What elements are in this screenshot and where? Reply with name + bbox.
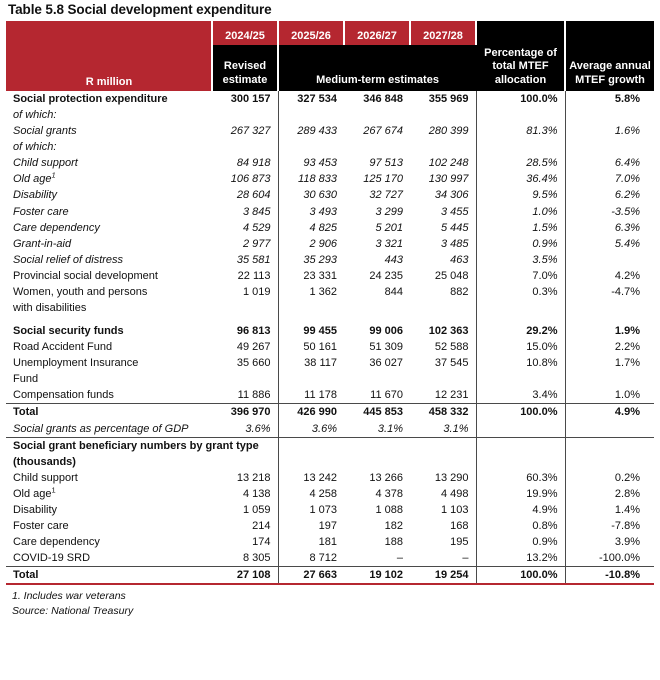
cell-average-annual-mtef-growth: -4.7% [565, 284, 654, 300]
table-row [6, 268, 654, 284]
cell-2027-28: 458 332 [410, 404, 476, 421]
cell-2025-26: 3.6% [278, 421, 344, 438]
cell-2027-28: 25 048 [434, 269, 469, 282]
cell-2026-27: 3.1% [344, 421, 410, 438]
header-year-2025-26: 2025/26 [278, 21, 344, 45]
table-row [6, 339, 654, 355]
row-label: COVID-19 SRD [13, 552, 91, 565]
table-row [6, 220, 654, 236]
cell-2026-27: 99 006 [369, 325, 403, 338]
cell-2027-28 [410, 300, 476, 316]
cell-2025-26 [278, 454, 344, 470]
row-label: (thousands) [13, 455, 76, 468]
section-heading-beneficiary-numbers [6, 437, 654, 454]
cell-average-annual-mtef-growth: 4.9% [565, 404, 654, 421]
cell-2025-26 [278, 139, 344, 155]
spacer-cell [344, 316, 410, 323]
cell-average-annual-mtef-growth: 5.4% [565, 236, 654, 252]
row-label: Foster care [13, 520, 69, 533]
total-row-expenditure [6, 404, 654, 421]
cell-average-annual-mtef-growth: -10.8% [565, 567, 654, 585]
table-row [6, 355, 654, 371]
spacer-cell [565, 316, 654, 323]
cell-2024-25: 28 604 [236, 189, 271, 202]
cell-percentage-of-total-mtef-allocation: 9.5% [476, 187, 565, 203]
spacer-cell [212, 316, 278, 323]
cell-2027-28 [410, 454, 476, 470]
header-average-annual-mtef-growth: Average annual MTEF growth [565, 21, 654, 91]
cell-average-annual-mtef-growth: 1.0% [565, 387, 654, 404]
cell-average-annual-mtef-growth: 3.9% [565, 534, 654, 550]
cell-2026-27 [344, 371, 410, 387]
cell-2025-26 [278, 437, 344, 454]
cell-2024-25: 35 660 [236, 357, 271, 370]
cell-2025-26: 327 534 [278, 91, 344, 107]
cell-2027-28: 463 [450, 253, 469, 266]
row-label: Unemployment Insurance [13, 357, 139, 370]
row-label: of which: [13, 109, 57, 122]
cell-average-annual-mtef-growth [565, 107, 654, 123]
cell-2027-28: 1 103 [440, 503, 469, 516]
cell-2027-28: 355 969 [428, 93, 469, 105]
cell-percentage-of-total-mtef-allocation: 15.0% [476, 339, 565, 355]
cell-2027-28: 168 [450, 520, 469, 533]
cell-2027-28: 130 997 [428, 173, 469, 186]
header-year-2024-25: 2024/25 [212, 21, 278, 45]
cell-2024-25: 49 267 [236, 341, 271, 354]
table-row [6, 502, 654, 518]
cell-2024-25: 174 [252, 536, 271, 549]
row-label: Social grants as percentage of GDP [6, 421, 212, 438]
cell-2026-27: 19 102 [344, 567, 410, 585]
row-label: Disability [13, 189, 58, 202]
cell-2027-28: 19 254 [410, 567, 476, 585]
cell-2024-25 [212, 300, 278, 316]
spacer-cell [278, 316, 344, 323]
cell-2026-27: 1 088 [375, 503, 403, 516]
cell-average-annual-mtef-growth: 0.2% [565, 470, 654, 486]
cell-percentage-of-total-mtef-allocation [476, 454, 565, 470]
cell-2024-25: 22 113 [237, 269, 271, 282]
cell-percentage-of-total-mtef-allocation: 1.0% [476, 204, 565, 220]
header-medium-term-estimates: Medium-term estimates [278, 45, 476, 91]
cell-percentage-of-total-mtef-allocation: 3.5% [476, 252, 565, 268]
cell-2025-26: 13 242 [278, 470, 344, 486]
cell-average-annual-mtef-growth [565, 421, 654, 438]
cell-average-annual-mtef-growth: 6.3% [565, 220, 654, 236]
row-label: Compensation funds [13, 389, 114, 402]
total-row-beneficiaries [6, 567, 654, 585]
row-label: Child support [13, 471, 78, 484]
table-row [6, 300, 654, 316]
cell-2026-27: 11 670 [370, 389, 403, 402]
cell-percentage-of-total-mtef-allocation: 60.3% [476, 470, 565, 486]
table-row [6, 107, 654, 123]
cell-2025-26: 289 433 [278, 123, 344, 139]
cell-percentage-of-total-mtef-allocation: 4.9% [476, 502, 565, 518]
cell-2024-25: 84 918 [236, 157, 271, 170]
cell-2026-27: 346 848 [363, 93, 403, 105]
cell-2026-27: 844 [384, 285, 403, 298]
cell-2027-28: 3 455 [440, 205, 469, 218]
cell-2027-28: 12 231 [434, 389, 469, 402]
cell-percentage-of-total-mtef-allocation: 100.0% [476, 404, 565, 421]
cell-average-annual-mtef-growth [565, 454, 654, 470]
row-label: with disabilities [13, 302, 87, 315]
footnotes [6, 585, 654, 619]
table-row [6, 171, 654, 187]
row-label: Social protection expenditure [13, 93, 168, 105]
cell-2027-28: 13 290 [434, 471, 469, 484]
cell-2024-25: 4 529 [242, 221, 271, 234]
table-row [6, 204, 654, 220]
footnote-source: Source: National Treasury [12, 605, 134, 618]
cell-average-annual-mtef-growth [565, 252, 654, 268]
row-label: Social relief of distress [13, 253, 124, 266]
cell-2024-25 [212, 107, 278, 123]
cell-2027-28 [410, 437, 476, 454]
table-row [6, 139, 654, 155]
cell-average-annual-mtef-growth: 5.8% [565, 91, 654, 107]
cell-2027-28: – [462, 552, 469, 565]
table-header [6, 21, 654, 91]
cell-2026-27: 97 513 [369, 157, 403, 170]
cell-2027-28: 3.1% [410, 421, 476, 438]
cell-2024-25 [212, 371, 278, 387]
footnote-marker: 1 [51, 170, 56, 180]
cell-2027-28: 5 445 [440, 221, 469, 234]
cell-2025-26: 118 833 [278, 171, 344, 187]
cell-2025-26: 197 [278, 518, 344, 534]
cell-percentage-of-total-mtef-allocation [476, 371, 565, 387]
spacer-cell [410, 316, 476, 323]
cell-2026-27: 3 321 [375, 237, 403, 250]
section-heading-thousands [6, 454, 654, 470]
cell-average-annual-mtef-growth: 6.4% [565, 155, 654, 171]
cell-2026-27 [344, 107, 410, 123]
footnote-marker: 1 [51, 485, 56, 495]
row-label: Care dependency [13, 221, 100, 234]
cell-2026-27: 4 378 [375, 487, 403, 500]
cell-2024-25 [212, 454, 278, 470]
cell-average-annual-mtef-growth: 6.2% [565, 187, 654, 203]
cell-2027-28: 34 306 [434, 189, 469, 202]
table-row [6, 486, 654, 502]
cell-2026-27: 443 [384, 253, 403, 266]
cell-2027-28 [410, 371, 476, 387]
table-row [6, 518, 654, 534]
cell-percentage-of-total-mtef-allocation: 28.5% [476, 155, 565, 171]
cell-2027-28: 37 545 [434, 357, 469, 370]
header-percentage-of-total-mtef-allocation: Percentage of total MTEF allocation [476, 21, 565, 91]
gdp-percentage-row [6, 421, 654, 438]
cell-2025-26: 426 990 [278, 404, 344, 421]
cell-percentage-of-total-mtef-allocation: 29.2% [476, 323, 565, 339]
table-row [6, 155, 654, 171]
cell-2026-27: 13 266 [369, 471, 403, 484]
cell-2026-27: 445 853 [344, 404, 410, 421]
cell-percentage-of-total-mtef-allocation: 1.5% [476, 220, 565, 236]
cell-average-annual-mtef-growth [565, 371, 654, 387]
cell-percentage-of-total-mtef-allocation: 0.8% [476, 518, 565, 534]
row-label: Provincial social development [13, 269, 158, 282]
row-label: Foster care [13, 205, 69, 218]
row-label: Social security funds [13, 325, 124, 338]
row-label: Disability [13, 503, 58, 516]
table-row [6, 371, 654, 387]
header-unit-label: R million [85, 76, 133, 88]
cell-2027-28 [410, 139, 476, 155]
cell-2024-25: 3 845 [242, 205, 271, 218]
cell-2025-26: 8 712 [278, 550, 344, 567]
cell-percentage-of-total-mtef-allocation: 0.9% [476, 236, 565, 252]
cell-percentage-of-total-mtef-allocation: 0.9% [476, 534, 565, 550]
cell-2027-28: 195 [450, 536, 469, 549]
cell-average-annual-mtef-growth: 1.9% [565, 323, 654, 339]
cell-2025-26 [278, 371, 344, 387]
header-unit-label-cell [6, 21, 212, 91]
table-row [6, 236, 654, 252]
cell-2024-25: 300 157 [230, 93, 271, 105]
table-row [6, 470, 654, 486]
social-development-expenditure-table [6, 21, 654, 585]
cell-2025-26: 23 331 [278, 268, 344, 284]
cell-2024-25: 11 886 [237, 389, 271, 402]
cell-average-annual-mtef-growth [565, 139, 654, 155]
table-row [6, 252, 654, 268]
cell-average-annual-mtef-growth: 1.6% [565, 123, 654, 139]
cell-2027-28: 102 248 [428, 157, 469, 170]
cell-2027-28: 4 498 [440, 487, 469, 500]
table-row [6, 323, 654, 339]
cell-2024-25: 3.6% [212, 421, 278, 438]
cell-percentage-of-total-mtef-allocation [476, 139, 565, 155]
row-label: Fund [13, 373, 39, 386]
row-label: Old age$^1$ [13, 485, 56, 500]
row-label: Total [6, 567, 212, 585]
table-row [6, 550, 654, 567]
spacer-cell [6, 316, 212, 323]
table-row [6, 534, 654, 550]
cell-percentage-of-total-mtef-allocation: 7.0% [476, 268, 565, 284]
cell-2025-26: 50 161 [278, 339, 344, 355]
cell-percentage-of-total-mtef-allocation [476, 437, 565, 454]
cell-2026-27 [344, 454, 410, 470]
table-row [6, 123, 654, 139]
cell-2024-25: 27 108 [212, 567, 278, 585]
cell-average-annual-mtef-growth: 2.8% [565, 486, 654, 502]
spacer-cell [476, 316, 565, 323]
row-spacer [6, 316, 654, 323]
cell-2027-28: 3 485 [440, 237, 469, 250]
cell-2025-26: 1 073 [278, 502, 344, 518]
cell-2026-27: 3 299 [375, 205, 403, 218]
row-label: Old age$^1$ [13, 170, 56, 186]
page-title: Table 5.8 Social development expenditure [8, 2, 272, 17]
row-label: of which: [13, 141, 57, 154]
cell-percentage-of-total-mtef-allocation: 19.9% [476, 486, 565, 502]
cell-2025-26: 11 178 [278, 387, 344, 404]
header-revised-estimate: Revised estimate [212, 45, 278, 91]
cell-percentage-of-total-mtef-allocation: 3.4% [476, 387, 565, 404]
row-label: Child support [13, 157, 78, 170]
cell-2027-28: 882 [450, 285, 469, 298]
row-label: Road Accident Fund [13, 341, 113, 354]
footnote-1: 1. Includes war veterans [12, 590, 126, 603]
cell-2027-28: 280 399 [428, 125, 469, 138]
cell-percentage-of-total-mtef-allocation: 0.3% [476, 284, 565, 300]
cell-2026-27 [344, 139, 410, 155]
cell-average-annual-mtef-growth: -100.0% [565, 550, 654, 567]
cell-2026-27: 188 [384, 536, 403, 549]
cell-2024-25: 396 970 [212, 404, 278, 421]
cell-2025-26: 1 362 [278, 284, 344, 300]
header-year-2026-27: 2026/27 [344, 21, 410, 45]
cell-2025-26: 30 630 [278, 187, 344, 203]
cell-2026-27: 5 201 [375, 221, 403, 234]
cell-2025-26 [278, 107, 344, 123]
cell-2024-25: 1 019 [242, 285, 271, 298]
cell-2024-25: 1 059 [242, 503, 271, 516]
table-row [6, 284, 654, 300]
cell-percentage-of-total-mtef-allocation: 36.4% [476, 171, 565, 187]
row-label: Social grants [13, 125, 77, 138]
cell-2025-26: 93 453 [278, 155, 344, 171]
cell-2025-26: 99 455 [278, 323, 344, 339]
cell-2025-26: 181 [278, 534, 344, 550]
cell-average-annual-mtef-growth: -7.8% [565, 518, 654, 534]
cell-2026-27: 36 027 [369, 357, 403, 370]
cell-2024-25: 267 327 [230, 125, 271, 138]
cell-2025-26: 35 293 [278, 252, 344, 268]
cell-2026-27: 182 [384, 520, 403, 533]
cell-2024-25 [212, 139, 278, 155]
table-body [6, 91, 654, 584]
cell-2024-25: 8 305 [242, 552, 271, 565]
row-label: Women, youth and persons [13, 285, 148, 298]
cell-average-annual-mtef-growth: -3.5% [565, 204, 654, 220]
cell-percentage-of-total-mtef-allocation [476, 300, 565, 316]
cell-2024-25: 2 977 [242, 237, 271, 250]
cell-percentage-of-total-mtef-allocation: 81.3% [476, 123, 565, 139]
cell-2026-27: 24 235 [369, 269, 403, 282]
cell-2024-25: 106 873 [230, 173, 271, 186]
cell-average-annual-mtef-growth: 4.2% [565, 268, 654, 284]
row-label: Social grant beneficiary numbers by grant type [13, 439, 259, 452]
cell-average-annual-mtef-growth: 7.0% [565, 171, 654, 187]
cell-percentage-of-total-mtef-allocation [476, 107, 565, 123]
cell-2026-27: 51 309 [369, 341, 403, 354]
cell-2026-27: 267 674 [363, 125, 403, 138]
cell-2025-26: 4 825 [278, 220, 344, 236]
cell-2026-27: 32 727 [369, 189, 403, 202]
cell-average-annual-mtef-growth: 2.2% [565, 339, 654, 355]
table-row [6, 91, 654, 107]
row-label: Grant-in-aid [13, 237, 72, 250]
cell-2025-26 [278, 300, 344, 316]
cell-2024-25: 96 813 [236, 325, 271, 338]
row-label: Total [6, 404, 212, 421]
cell-percentage-of-total-mtef-allocation [476, 421, 565, 438]
table-row [6, 387, 654, 404]
cell-2024-25: 35 581 [236, 253, 271, 266]
cell-2024-25: 13 218 [236, 471, 271, 484]
header-year-2027-28: 2027/28 [410, 21, 476, 45]
cell-2026-27: 125 170 [363, 173, 403, 186]
cell-2025-26: 4 258 [278, 486, 344, 502]
cell-2027-28: 102 363 [428, 325, 469, 338]
cell-percentage-of-total-mtef-allocation: 100.0% [476, 567, 565, 585]
row-label: Care dependency [13, 536, 100, 549]
cell-2025-26: 38 117 [278, 355, 344, 371]
cell-average-annual-mtef-growth: 1.4% [565, 502, 654, 518]
cell-percentage-of-total-mtef-allocation: 100.0% [476, 91, 565, 107]
cell-2025-26: 2 906 [278, 236, 344, 252]
cell-average-annual-mtef-growth: 1.7% [565, 355, 654, 371]
cell-average-annual-mtef-growth [565, 300, 654, 316]
cell-2026-27 [344, 300, 410, 316]
cell-2024-25: 4 138 [242, 487, 271, 500]
cell-percentage-of-total-mtef-allocation: 13.2% [476, 550, 565, 567]
cell-2026-27 [344, 437, 410, 454]
cell-2027-28 [410, 107, 476, 123]
cell-2024-25: 214 [252, 520, 271, 533]
table-row [6, 187, 654, 203]
cell-percentage-of-total-mtef-allocation: 10.8% [476, 355, 565, 371]
cell-2026-27: – [396, 552, 403, 565]
header-row-years [6, 21, 654, 45]
cell-2027-28: 52 588 [434, 341, 469, 354]
cell-2025-26: 27 663 [278, 567, 344, 585]
cell-average-annual-mtef-growth [565, 437, 654, 454]
cell-2025-26: 3 493 [278, 204, 344, 220]
